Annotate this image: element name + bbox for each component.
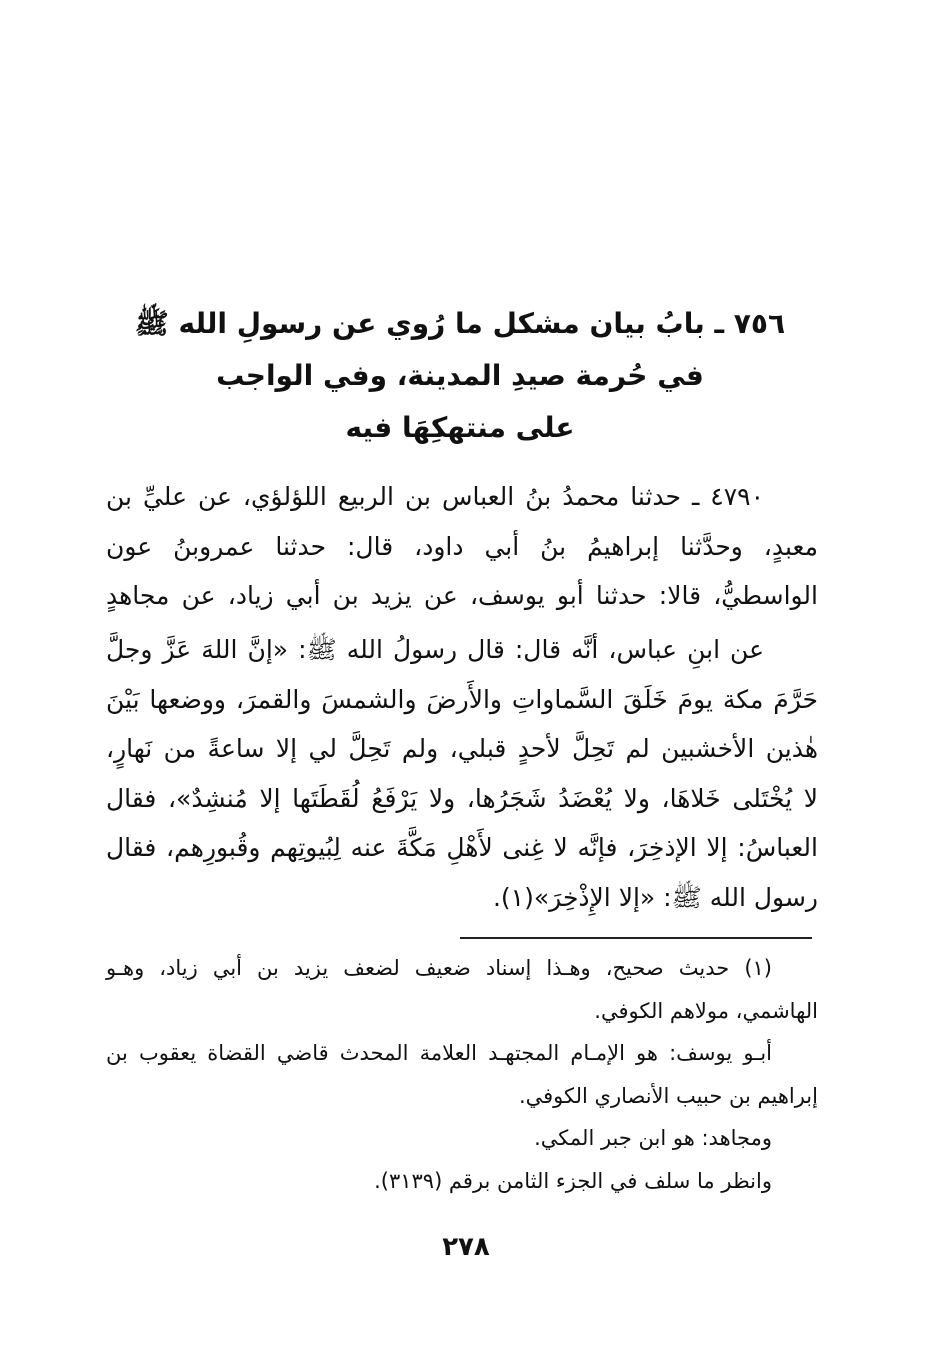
hadith-matn xyxy=(106,625,818,922)
footnote-2-line-2: إبراهيم بن حبيب الأنصاري الكوفي. xyxy=(518,1083,818,1108)
isnad-line-2: معبدٍ، وحدَّثنا إبراهيمُ بنُ أبي داود، قال: حدثنا عمروبنُ عون xyxy=(106,531,818,561)
footnote-divider xyxy=(460,937,812,939)
hadith-isnad xyxy=(106,472,818,621)
footnote-1-line-2: الهاشمي، مولاهم الكوفي. xyxy=(594,998,818,1023)
isnad-line-3: الواسطيُّ، قالا: حدثنا أبو يوسف، عن يزيد بن أبي زياد، عن مجاهدٍ xyxy=(106,581,818,610)
chapter-title-line-1: ٧٥٦ ـ بابُ بيان مشكل ما رُوي عن رسولِ الله ﷺ xyxy=(134,307,786,340)
footnote-4: وانظر ما سلف في الجزء الثامن برقم (٣١٣٩). xyxy=(374,1168,772,1193)
footnotes xyxy=(106,947,818,1202)
matn-line-2: حَرَّمَ مكة يومَ خَلَقَ السَّماواتِ والأَرضَ والشمسَ والقمرَ، ووضعها بَيْنَ xyxy=(106,684,818,714)
footnote-2-line-1: أبـو يوسف: هو الإمـام المجتهـد العلامة المحدث قاضي القضاة يعقوب بن xyxy=(106,1041,772,1065)
chapter-title-line-3: على منتهكِهَا فيه xyxy=(345,411,575,444)
chapter-title-line-2: في حُرمة صيدِ المدينة، وفي الواجب xyxy=(216,359,704,392)
matn-line-6: رسول الله ﷺ: «إلا الإِذْخِرَ»(١). xyxy=(492,882,818,912)
chapter-heading xyxy=(100,298,820,454)
matn-line-4: لا يُخْتَلى خَلاهَا، ولا يُعْضَدُ شَجَرُها، ولا يَرْفَعُ لُقَطَتَها إلا مُنشِدٌ»، فقال xyxy=(106,783,818,813)
matn-line-5: العباسُ: إلا الإذخِرَ، فإنَّه لا غِنى لأَهْلِ مَكَّةَ عنه لِبُيوتِهم وقُبورِهم، فقال xyxy=(106,833,818,862)
matn-line-3: هٰذين الأخشبين لم تَحِلَّ لأحدٍ قبلي، ولم تَحِلَّ لي إلا ساعةً من نَهارٍ، xyxy=(106,734,818,763)
footnote-3: ومجاهد: هو ابن جبر المكي. xyxy=(534,1126,772,1150)
isnad-line-1: ٤٧٩٠ ـ حدثنا محمدُ بنُ العباس بن الربيع اللؤلؤي، عن عليِّ بن xyxy=(106,482,764,511)
footnote-1-line-1: (١) حديث صحيح، وهـذا إسناد ضعيف لضعف يزيد بن أبي زياد، وهـو xyxy=(106,956,772,980)
matn-line-1: عن ابنِ عباس، أنَّه قال: قال رسولُ الله ﷺ: «إنَّ اللهَ عَزَّ وجلَّ xyxy=(106,635,764,664)
page-number: ٢٧٨ xyxy=(442,1232,490,1262)
